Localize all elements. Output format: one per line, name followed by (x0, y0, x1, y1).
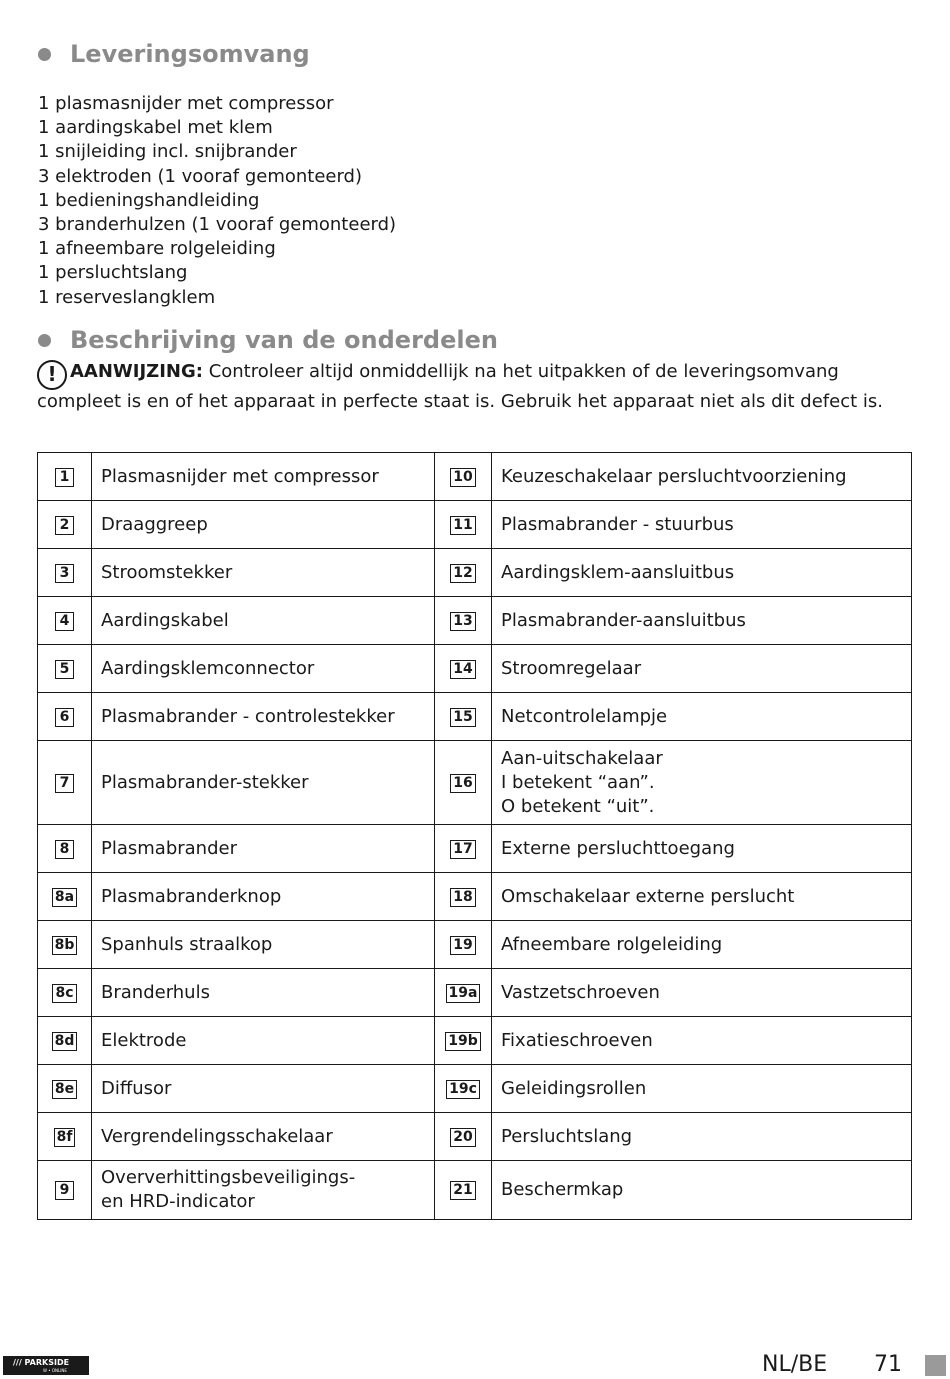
part-number-cell (38, 501, 92, 549)
part-label-cell (492, 1065, 912, 1113)
part-label: Geleidingsrollen (501, 1077, 647, 1099)
part-label-cell (492, 693, 912, 741)
part-number-cell (38, 1065, 92, 1113)
part-number-badge: 15 (450, 708, 475, 727)
part-number-cell (435, 873, 492, 921)
part-number-badge: 12 (450, 564, 475, 583)
part-number-badge: 8e (52, 1080, 77, 1099)
part-number-badge: 6 (55, 708, 74, 727)
table-row (38, 1161, 912, 1220)
part-number-cell (38, 549, 92, 597)
parts-table (37, 452, 912, 1220)
part-number-cell (38, 873, 92, 921)
part-number-cell (38, 921, 92, 969)
scope-item: 1 plasmasnijder met compressor (38, 93, 334, 114)
scope-item: 1 reserveslangklem (38, 286, 216, 308)
part-label: I betekent “aan”. (501, 771, 655, 793)
part-number-badge: 8 (55, 840, 74, 859)
part-number-cell (435, 1113, 492, 1161)
part-label: Branderhuls (101, 981, 210, 1003)
part-label: Plasmasnijder met compressor (101, 465, 379, 487)
part-label: Beschermkap (501, 1179, 624, 1200)
scope-list (38, 92, 396, 310)
part-number-badge: 10 (450, 468, 475, 487)
part-number-cell (38, 1017, 92, 1065)
part-label-cell (492, 1017, 912, 1065)
part-label-cell (492, 969, 912, 1017)
part-number-badge: 3 (55, 564, 74, 583)
table-row (38, 969, 912, 1017)
scope-item: 1 bedieningshandleiding (38, 189, 260, 211)
footer-language: NL/BE (762, 1352, 828, 1377)
part-number-cell (38, 825, 92, 873)
note-paragraph (37, 360, 917, 414)
part-number-badge: 4 (55, 612, 74, 631)
part-label-cell (92, 693, 435, 741)
part-number-badge: 14 (450, 660, 475, 679)
part-label: Spanhuls straalkop (101, 933, 273, 955)
part-label: Plasmabrander-stekker (101, 771, 309, 793)
page-number: 71 (874, 1352, 902, 1377)
part-number-badge: 8f (54, 1128, 76, 1147)
part-label: Externe persluchttoegang (501, 837, 735, 859)
part-number-badge: 19a (446, 984, 481, 1003)
part-number-cell (435, 693, 492, 741)
part-label-cell (92, 453, 435, 501)
part-number-cell (435, 969, 492, 1017)
part-label: Vastzetschroeven (501, 981, 660, 1003)
part-label: Aardingsklem-aansluitbus (501, 561, 735, 583)
part-label-cell (92, 1017, 435, 1065)
part-label-cell (92, 645, 435, 693)
part-number-badge: 16 (450, 774, 475, 793)
part-number-cell (38, 1161, 92, 1220)
part-label-cell (492, 741, 912, 825)
part-label-cell (492, 1113, 912, 1161)
table-row (38, 501, 912, 549)
part-label-cell (92, 921, 435, 969)
part-number-badge: 19c (446, 1080, 480, 1099)
part-number-cell (38, 597, 92, 645)
part-label: Plasmabrander - stuurbus (501, 513, 734, 535)
table-row (38, 693, 912, 741)
part-number-badge: 18 (450, 888, 475, 907)
part-number-badge: 19b (445, 1032, 481, 1051)
part-label: Persluchtslang (501, 1125, 633, 1147)
part-label-cell (92, 873, 435, 921)
part-label-cell (92, 1065, 435, 1113)
table-row (38, 1113, 912, 1161)
table-row (38, 825, 912, 873)
part-number-badge: 5 (55, 660, 74, 679)
part-label: Draaggreep (101, 513, 208, 535)
table-row (38, 921, 912, 969)
part-number-cell (435, 921, 492, 969)
note-text: Controleer altijd onmiddellijk na het uitpakken of de leveringsomvang compleet is en of het apparaat in perfecte staat is. Gebruik het apparaat niet als dit defect is. (37, 361, 883, 412)
part-label: Elektrode (101, 1029, 187, 1051)
table-row (38, 741, 912, 825)
part-number-cell (435, 1065, 492, 1113)
scope-item: 1 snijleiding incl. snijbrander (38, 141, 297, 163)
part-label-cell (92, 1161, 435, 1220)
table-row (38, 873, 912, 921)
table-row (38, 597, 912, 645)
parts-title: Beschrijving van de onderdelen (70, 326, 498, 354)
brand-logo-subtext: W • ONLINE (43, 1368, 67, 1373)
part-number-cell (38, 1113, 92, 1161)
part-number-badge: 20 (450, 1128, 475, 1147)
table-row (38, 453, 912, 501)
scope-item: 1 aardingskabel met klem (38, 117, 273, 139)
part-number-cell (38, 741, 92, 825)
part-number-cell (435, 825, 492, 873)
part-number-badge: 19 (450, 936, 475, 955)
scope-item: 3 branderhulzen (1 vooraf gemonteerd) (38, 214, 397, 236)
part-label: Fixatieschroeven (501, 1029, 653, 1051)
part-label-cell (492, 453, 912, 501)
part-number-cell (38, 693, 92, 741)
part-label: Aardingskabel (101, 609, 229, 631)
part-label-cell (92, 597, 435, 645)
part-label-cell (92, 741, 435, 825)
part-number-badge: 21 (450, 1181, 475, 1200)
scope-heading (38, 40, 310, 68)
part-number-cell (435, 645, 492, 693)
part-label-cell (492, 645, 912, 693)
part-label: en HRD-indicator (101, 1191, 255, 1212)
part-number-cell (435, 597, 492, 645)
part-label-cell (92, 501, 435, 549)
part-label: Stroomregelaar (501, 657, 642, 679)
part-number-badge: 8c (52, 984, 76, 1003)
part-number-badge: 13 (450, 612, 475, 631)
part-number-badge: 11 (450, 516, 475, 535)
part-label: Oververhittingsbeveiligings- (101, 1167, 356, 1188)
parts-heading (38, 326, 498, 354)
table-row (38, 645, 912, 693)
part-number-cell (435, 453, 492, 501)
part-number-cell (435, 549, 492, 597)
brand-logo-text: /// PARKSIDE (13, 1358, 70, 1367)
part-label: Aardingsklemconnector (101, 657, 315, 679)
part-number-cell (435, 1161, 492, 1220)
part-label: Keuzeschakelaar persluchtvoorziening (501, 465, 847, 487)
part-number-badge: 2 (55, 516, 74, 535)
part-label: Diffusor (101, 1077, 172, 1099)
table-row (38, 1017, 912, 1065)
part-label-cell (492, 921, 912, 969)
part-number-badge: 1 (55, 468, 74, 487)
part-label-cell (492, 873, 912, 921)
part-label-cell (92, 1113, 435, 1161)
part-label-cell (492, 1161, 912, 1220)
part-number-badge: 8a (52, 888, 77, 907)
part-number-cell (435, 741, 492, 825)
part-label: Vergrendelingsschakelaar (101, 1125, 333, 1147)
part-number-cell (435, 501, 492, 549)
part-label: Aan-uitschakelaar (501, 747, 663, 769)
table-row (38, 1065, 912, 1113)
scope-item: 1 persluchtslang (38, 262, 188, 284)
part-label: Plasmabranderknop (101, 885, 282, 907)
part-label: Plasmabrander (101, 837, 237, 859)
part-label: Stroomstekker (101, 561, 233, 583)
heading-bullet (38, 48, 51, 61)
part-label-cell (92, 549, 435, 597)
part-number-cell (38, 645, 92, 693)
scope-item: 1 afneembare rolgeleiding (38, 238, 276, 260)
part-label-cell (492, 597, 912, 645)
part-number-cell (435, 1017, 492, 1065)
part-number-badge: 8b (52, 936, 78, 955)
table-row (38, 549, 912, 597)
part-number-cell (38, 969, 92, 1017)
part-label: Netcontrolelampje (501, 705, 668, 727)
exclamation-circle-icon: ! (37, 360, 67, 390)
scope-title: Leveringsomvang (70, 40, 310, 68)
part-label-cell (492, 549, 912, 597)
part-number-badge: 17 (450, 840, 475, 859)
part-label: O betekent “uit”. (501, 795, 655, 817)
part-label-cell (492, 501, 912, 549)
scope-item: 3 elektroden (1 vooraf gemonteerd) (38, 165, 363, 187)
part-label-cell (92, 825, 435, 873)
page-marker (925, 1355, 946, 1376)
part-label: Omschakelaar externe perslucht (501, 885, 795, 907)
brand-logo (3, 1356, 89, 1375)
part-number-badge: 7 (55, 774, 74, 793)
part-number-badge: 9 (55, 1181, 74, 1200)
heading-bullet (38, 334, 51, 347)
part-label: Plasmabrander - controlestekker (101, 705, 395, 727)
part-label-cell (492, 825, 912, 873)
part-label: Plasmabrander-aansluitbus (501, 609, 746, 631)
part-label-cell (92, 969, 435, 1017)
part-number-badge: 8d (52, 1032, 78, 1051)
note-label: AANWIJZING: (70, 361, 203, 382)
part-label: Afneembare rolgeleiding (501, 933, 723, 955)
part-number-cell (38, 453, 92, 501)
